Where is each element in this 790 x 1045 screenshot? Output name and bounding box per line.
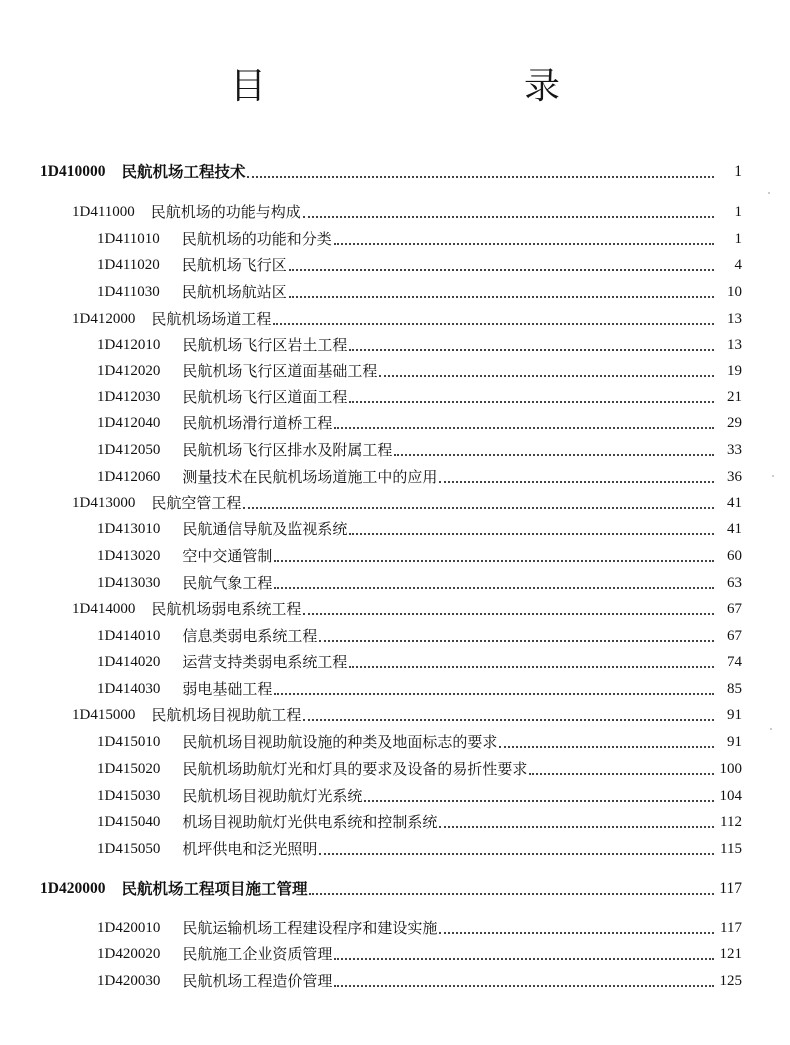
dot-leader	[289, 295, 714, 298]
dot-leader	[247, 175, 714, 178]
toc-entry-title: 运营支持类弱电系统工程	[182, 653, 348, 671]
dot-leader	[274, 586, 714, 589]
toc-entry[interactable]	[0, 915, 790, 941]
dot-leader	[319, 639, 714, 642]
toc-entry-code: 1D415010	[97, 734, 161, 750]
toc-entry-code: 1D415000	[72, 707, 136, 723]
scan-speck	[772, 475, 774, 477]
toc-entry[interactable]	[0, 836, 790, 862]
toc-entry-page-number: 74	[727, 654, 742, 670]
toc-entry-code: 1D414010	[97, 628, 161, 644]
toc-entry-code: 1D411010	[97, 231, 160, 247]
scan-speck	[768, 192, 770, 194]
toc-entry-code: 1D412020	[97, 363, 161, 379]
toc-entry-title: 民航机场目视助航灯光系统	[182, 787, 363, 805]
toc-entry[interactable]	[0, 437, 790, 463]
toc-entry-page-number: 85	[727, 681, 742, 697]
dot-leader	[273, 322, 714, 325]
toc-entry-page-number: 29	[727, 415, 742, 431]
toc-entry[interactable]	[0, 941, 790, 967]
toc-entry-title: 民航运输机场工程建设程序和建设实施	[182, 919, 438, 937]
toc-entry-page-number: 13	[727, 337, 742, 353]
toc-entry-page-number: 41	[727, 495, 742, 511]
toc-entry-title: 机坪供电和泛光照明	[182, 840, 318, 858]
toc-entry-title: 空中交通管制	[182, 547, 273, 565]
toc-entry-page-number: 4	[734, 257, 742, 273]
dot-leader	[349, 532, 714, 535]
dot-leader	[334, 984, 714, 987]
toc-entry[interactable]	[0, 543, 790, 569]
toc-entry[interactable]	[0, 968, 790, 994]
toc-entry-title: 民航机场目视助航工程	[151, 706, 302, 724]
toc-entry[interactable]	[0, 159, 790, 185]
toc-entry-title: 民航空管工程	[151, 494, 242, 512]
toc-entry-title: 民航机场弱电系统工程	[151, 600, 302, 618]
toc-entry-title: 民航机场目视助航设施的种类及地面标志的要求	[182, 733, 498, 751]
toc-entry-title: 信息类弱电系统工程	[182, 627, 318, 645]
toc-entry-code: 1D415040	[97, 814, 161, 830]
toc-entry-title: 民航机场滑行道桥工程	[182, 414, 333, 432]
toc-entry-code: 1D420020	[97, 946, 161, 962]
toc-entry-page-number: 91	[727, 707, 742, 723]
toc-entry-code: 1D412040	[97, 415, 161, 431]
toc-entry-code: 1D413000	[72, 495, 136, 511]
toc-entry-page-number: 125	[719, 973, 742, 989]
toc-entry-title: 民航机场飞行区排水及附属工程	[182, 441, 393, 459]
dot-leader	[289, 268, 714, 271]
toc-entry[interactable]	[0, 384, 790, 410]
toc-entry-title: 机场目视助航灯光供电系统和控制系统	[182, 813, 438, 831]
toc-entry-code: 1D420030	[97, 973, 161, 989]
toc-entry-code: 1D414030	[97, 681, 161, 697]
toc-entry-title: 民航机场工程造价管理	[182, 972, 333, 990]
toc-entry[interactable]	[0, 676, 790, 702]
toc-entry-title: 民航机场场道工程	[151, 310, 272, 328]
toc-entry-page-number: 13	[727, 311, 742, 327]
toc-entry-page-number: 33	[727, 442, 742, 458]
dot-leader	[334, 242, 714, 245]
toc-entry[interactable]	[0, 702, 790, 728]
toc-entry-page-number: 1	[734, 204, 742, 220]
toc-entry[interactable]	[0, 516, 790, 542]
toc-entry-code: 1D411000	[72, 204, 135, 220]
dot-leader	[319, 852, 714, 855]
dot-leader	[394, 453, 714, 456]
toc-entry-page-number: 67	[727, 601, 742, 617]
toc-entry[interactable]	[0, 279, 790, 305]
toc-entry-page-number: 1	[734, 231, 742, 247]
dot-leader	[349, 665, 714, 668]
toc-entry-title: 民航施工企业资质管理	[182, 945, 333, 963]
dot-leader	[499, 745, 714, 748]
toc-entry-code: 1D412010	[97, 337, 161, 353]
toc-entry-page-number: 10	[727, 284, 742, 300]
toc-entry-page-number: 21	[727, 389, 742, 405]
toc-entry-page-number: 100	[719, 761, 742, 777]
toc-entry-title: 测量技术在民航机场场道施工中的应用	[182, 468, 438, 486]
dot-leader	[364, 799, 714, 802]
toc-entry-code: 1D412060	[97, 469, 161, 485]
toc-entry-title: 民航机场航站区	[181, 283, 287, 301]
toc-entry[interactable]	[0, 464, 790, 490]
dot-leader	[349, 348, 714, 351]
toc-entry[interactable]	[0, 729, 790, 755]
toc-entry-title: 弱电基础工程	[182, 680, 273, 698]
toc-entry-code: 1D415050	[97, 841, 161, 857]
toc-entry[interactable]	[0, 570, 790, 596]
toc-entry-title: 民航机场工程技术	[121, 162, 246, 181]
dot-leader	[303, 612, 714, 615]
toc-entry[interactable]	[0, 490, 790, 516]
toc-entry-code: 1D414000	[72, 601, 136, 617]
toc-entry-page-number: 91	[727, 734, 742, 750]
toc-entry-page-number: 63	[727, 575, 742, 591]
toc-entry[interactable]	[0, 649, 790, 675]
toc-entry-title: 民航机场的功能与构成	[150, 203, 301, 221]
toc-entry[interactable]	[0, 410, 790, 436]
toc-entry-page-number: 112	[720, 814, 742, 830]
dot-leader	[439, 825, 714, 828]
toc-entry[interactable]	[0, 199, 790, 225]
toc-entry-code: 1D411030	[97, 284, 160, 300]
toc-entry-title: 民航机场助航灯光和灯具的要求及设备的易折性要求	[182, 760, 528, 778]
dot-leader	[309, 892, 714, 895]
toc-entry-title: 民航机场飞行区道面基础工程	[182, 362, 378, 380]
toc-entry-page-number: 121	[719, 946, 742, 962]
toc-entry[interactable]	[0, 783, 790, 809]
toc-entry-title: 民航机场的功能和分类	[181, 230, 332, 248]
page-title: 目 录	[229, 66, 622, 107]
toc-entry[interactable]	[0, 332, 790, 358]
dot-leader	[439, 931, 714, 934]
dot-leader	[439, 480, 714, 483]
toc-entry-code: 1D415020	[97, 761, 161, 777]
toc-entry-code: 1D413030	[97, 575, 161, 591]
toc-entry[interactable]	[0, 596, 790, 622]
dot-leader	[303, 718, 714, 721]
toc-entry-page-number: 36	[727, 469, 742, 485]
toc-entry[interactable]	[0, 252, 790, 278]
scan-speck	[770, 728, 772, 730]
toc-entry[interactable]	[0, 306, 790, 332]
toc-entry-page-number: 117	[719, 880, 742, 897]
toc-entry-code: 1D413010	[97, 521, 161, 537]
dot-leader	[334, 957, 714, 960]
dot-leader	[274, 692, 714, 695]
toc-entry-code: 1D412000	[72, 311, 136, 327]
toc-entry-title: 民航机场工程项目施工管理	[121, 879, 308, 898]
toc-entry-page-number: 117	[720, 920, 742, 936]
toc-entry-page-number: 1	[734, 163, 742, 180]
dot-leader	[274, 559, 714, 562]
toc-entry[interactable]	[0, 358, 790, 384]
toc-entry-code: 1D414020	[97, 654, 161, 670]
dot-leader	[303, 215, 714, 218]
toc-entry-code: 1D413020	[97, 548, 161, 564]
toc-entry-page-number: 41	[727, 521, 742, 537]
dot-leader	[334, 426, 714, 429]
toc-entry-code: 1D412050	[97, 442, 161, 458]
toc-entry-title: 民航气象工程	[182, 574, 273, 592]
toc-entry[interactable]	[0, 876, 790, 902]
toc-entry-code: 1D412030	[97, 389, 161, 405]
dot-leader	[243, 506, 714, 509]
toc-entry-title: 民航机场飞行区道面工程	[182, 388, 348, 406]
toc-entry-title: 民航通信导航及监视系统	[182, 520, 348, 538]
toc-entry-code: 1D420010	[97, 920, 161, 936]
toc-entry-page-number: 104	[719, 788, 742, 804]
toc-entry-code: 1D410000	[40, 163, 106, 180]
toc-entry-page-number: 115	[720, 841, 742, 857]
dot-leader	[379, 374, 714, 377]
toc-entry[interactable]	[0, 756, 790, 782]
toc-entry[interactable]	[0, 623, 790, 649]
toc-entry-page-number: 67	[727, 628, 742, 644]
dot-leader	[349, 400, 714, 403]
toc-entry[interactable]	[0, 226, 790, 252]
toc-entry-code: 1D420000	[40, 880, 106, 897]
toc-entry-code: 1D411020	[97, 257, 160, 273]
toc-entry-title: 民航机场飞行区	[181, 256, 287, 274]
dot-leader	[529, 772, 714, 775]
toc-entry-page-number: 60	[727, 548, 742, 564]
toc-entry-code: 1D415030	[97, 788, 161, 804]
toc-entry[interactable]	[0, 809, 790, 835]
toc-entry-page-number: 19	[727, 363, 742, 379]
toc-entry-title: 民航机场飞行区岩土工程	[182, 336, 348, 354]
